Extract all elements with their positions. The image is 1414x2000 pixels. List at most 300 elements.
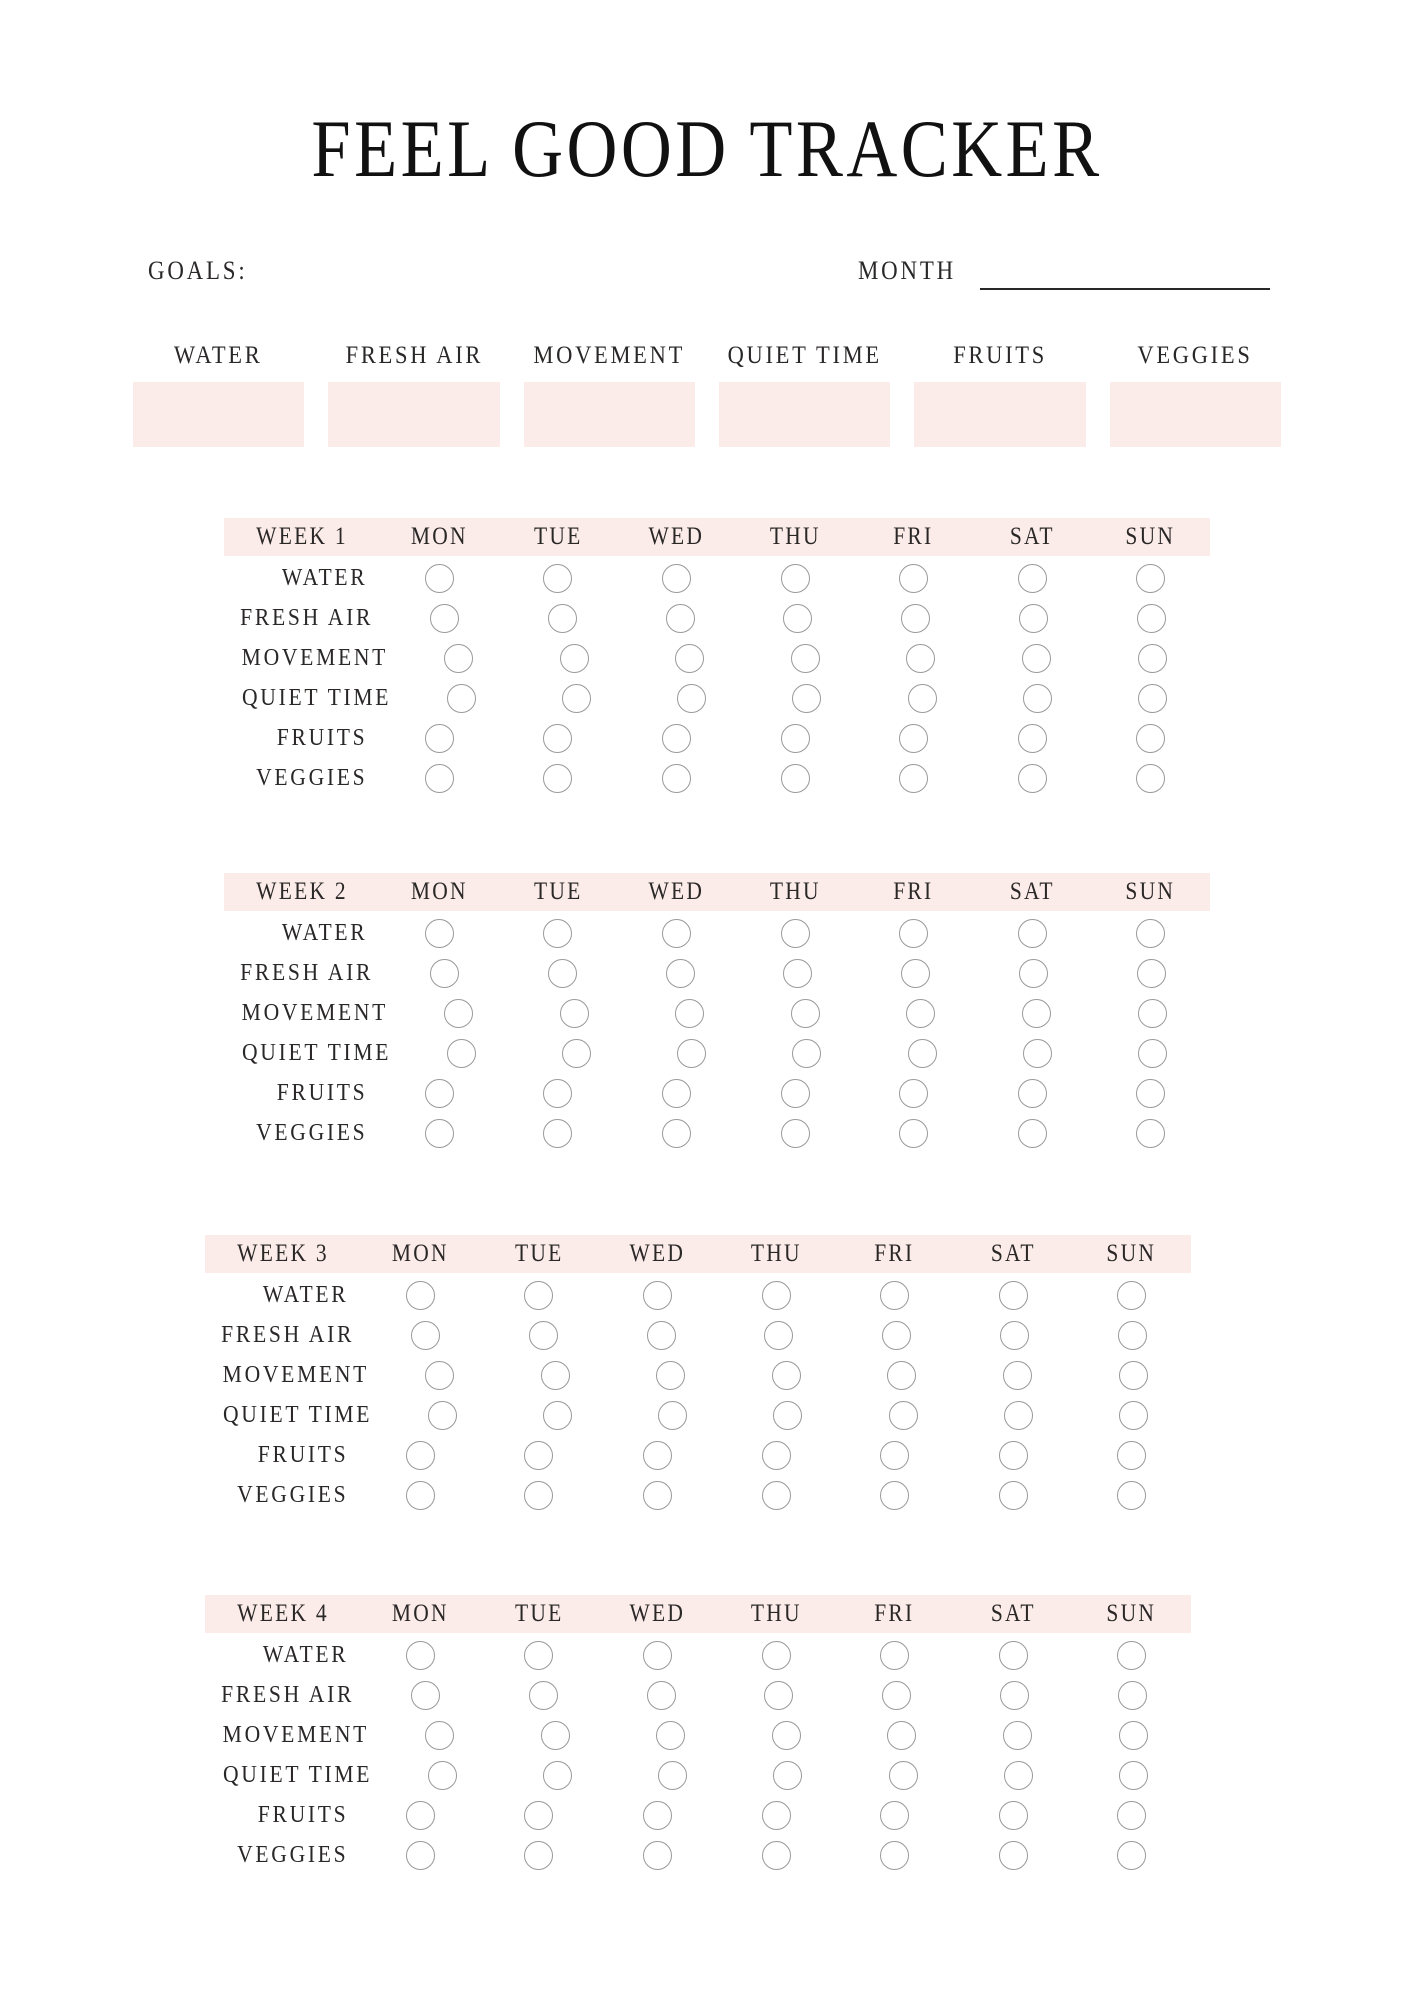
checkbox-circle-icon[interactable] — [880, 1641, 909, 1670]
checkbox-circle-icon[interactable] — [773, 1761, 802, 1790]
habit-cell[interactable] — [499, 764, 618, 793]
habit-cell[interactable] — [617, 764, 736, 793]
checkbox-circle-icon[interactable] — [882, 1681, 911, 1710]
habit-cell[interactable] — [480, 1841, 599, 1870]
checkbox-circle-icon[interactable] — [1022, 999, 1051, 1028]
checkbox-circle-icon[interactable] — [882, 1321, 911, 1350]
habit-cell[interactable] — [401, 999, 517, 1028]
checkbox-circle-icon[interactable] — [899, 919, 928, 948]
habit-cell[interactable] — [1094, 999, 1210, 1028]
habit-cell[interactable] — [838, 1321, 956, 1350]
checkbox-circle-icon[interactable] — [762, 1481, 791, 1510]
checkbox-circle-icon[interactable] — [666, 604, 695, 633]
habit-cell[interactable] — [367, 1681, 485, 1710]
checkbox-circle-icon[interactable] — [560, 999, 589, 1028]
habit-cell[interactable] — [838, 1681, 956, 1710]
checkbox-circle-icon[interactable] — [1136, 764, 1165, 793]
habit-cell[interactable] — [854, 1079, 973, 1108]
habit-cell[interactable] — [621, 604, 739, 633]
habit-cell[interactable] — [1076, 1761, 1191, 1790]
habit-cell[interactable] — [736, 919, 855, 948]
habit-cell[interactable] — [598, 1641, 717, 1670]
habit-cell[interactable] — [748, 999, 864, 1028]
checkbox-circle-icon[interactable] — [901, 959, 930, 988]
checkbox-circle-icon[interactable] — [880, 1481, 909, 1510]
habit-cell[interactable] — [736, 1079, 855, 1108]
checkbox-circle-icon[interactable] — [1023, 684, 1052, 713]
checkbox-circle-icon[interactable] — [430, 604, 459, 633]
habit-cell[interactable] — [979, 644, 1095, 673]
habit-cell[interactable] — [854, 764, 973, 793]
checkbox-circle-icon[interactable] — [425, 1079, 454, 1108]
checkbox-circle-icon[interactable] — [783, 959, 812, 988]
habit-cell[interactable] — [480, 1641, 599, 1670]
habit-cell[interactable] — [1094, 644, 1210, 673]
habit-cell[interactable] — [854, 1119, 973, 1148]
habit-cell[interactable] — [835, 1641, 954, 1670]
checkbox-circle-icon[interactable] — [1000, 1321, 1029, 1350]
habit-cell[interactable] — [1091, 564, 1210, 593]
habit-cell[interactable] — [519, 684, 634, 713]
checkbox-circle-icon[interactable] — [1136, 724, 1165, 753]
habit-cell[interactable] — [499, 1119, 618, 1148]
habit-cell[interactable] — [748, 644, 864, 673]
habit-cell[interactable] — [380, 564, 499, 593]
checkbox-circle-icon[interactable] — [1018, 1079, 1047, 1108]
habit-cell[interactable] — [1072, 1441, 1191, 1470]
checkbox-circle-icon[interactable] — [1018, 1119, 1047, 1148]
habit-cell[interactable] — [717, 1641, 836, 1670]
habit-cell[interactable] — [864, 1039, 979, 1068]
habit-cell[interactable] — [954, 1841, 1073, 1870]
habit-cell[interactable] — [974, 604, 1092, 633]
habit-cell[interactable] — [739, 959, 857, 988]
habit-cell[interactable] — [385, 1401, 500, 1430]
habit-cell[interactable] — [602, 1321, 720, 1350]
habit-cell[interactable] — [385, 1761, 500, 1790]
habit-cell[interactable] — [1091, 764, 1210, 793]
checkbox-circle-icon[interactable] — [543, 1401, 572, 1430]
checkbox-circle-icon[interactable] — [1117, 1481, 1146, 1510]
checkbox-circle-icon[interactable] — [781, 724, 810, 753]
habit-cell[interactable] — [980, 1039, 1095, 1068]
habit-cell[interactable] — [1072, 1841, 1191, 1870]
checkbox-circle-icon[interactable] — [658, 1401, 687, 1430]
checkbox-circle-icon[interactable] — [1138, 684, 1167, 713]
checkbox-circle-icon[interactable] — [662, 764, 691, 793]
checkbox-circle-icon[interactable] — [1136, 1079, 1165, 1108]
habit-cell[interactable] — [1091, 1119, 1210, 1148]
checkbox-circle-icon[interactable] — [901, 604, 930, 633]
habit-cell[interactable] — [736, 1119, 855, 1148]
goal-entry-box[interactable] — [133, 382, 304, 447]
checkbox-circle-icon[interactable] — [677, 684, 706, 713]
habit-cell[interactable] — [749, 1039, 864, 1068]
checkbox-circle-icon[interactable] — [524, 1641, 553, 1670]
habit-cell[interactable] — [844, 1361, 960, 1390]
checkbox-circle-icon[interactable] — [643, 1441, 672, 1470]
checkbox-circle-icon[interactable] — [906, 644, 935, 673]
goal-entry-box[interactable] — [719, 382, 890, 447]
checkbox-circle-icon[interactable] — [444, 999, 473, 1028]
habit-cell[interactable] — [717, 1281, 836, 1310]
checkbox-circle-icon[interactable] — [666, 959, 695, 988]
checkbox-circle-icon[interactable] — [543, 1079, 572, 1108]
habit-cell[interactable] — [617, 919, 736, 948]
habit-cell[interactable] — [960, 1721, 1076, 1750]
checkbox-circle-icon[interactable] — [1117, 1841, 1146, 1870]
habit-cell[interactable] — [1091, 724, 1210, 753]
checkbox-circle-icon[interactable] — [792, 684, 821, 713]
checkbox-circle-icon[interactable] — [999, 1281, 1028, 1310]
habit-cell[interactable] — [1073, 1321, 1191, 1350]
habit-cell[interactable] — [954, 1641, 1073, 1670]
habit-cell[interactable] — [845, 1761, 960, 1790]
checkbox-circle-icon[interactable] — [1137, 959, 1166, 988]
habit-cell[interactable] — [382, 1721, 498, 1750]
habit-cell[interactable] — [864, 684, 979, 713]
habit-cell[interactable] — [736, 724, 855, 753]
checkbox-circle-icon[interactable] — [447, 1039, 476, 1068]
checkbox-circle-icon[interactable] — [1137, 604, 1166, 633]
checkbox-circle-icon[interactable] — [1138, 999, 1167, 1028]
checkbox-circle-icon[interactable] — [524, 1801, 553, 1830]
checkbox-circle-icon[interactable] — [643, 1801, 672, 1830]
checkbox-circle-icon[interactable] — [1119, 1721, 1148, 1750]
checkbox-circle-icon[interactable] — [548, 959, 577, 988]
checkbox-circle-icon[interactable] — [529, 1681, 558, 1710]
checkbox-circle-icon[interactable] — [425, 1361, 454, 1390]
checkbox-circle-icon[interactable] — [675, 644, 704, 673]
habit-cell[interactable] — [717, 1801, 836, 1830]
checkbox-circle-icon[interactable] — [643, 1481, 672, 1510]
habit-cell[interactable] — [503, 604, 621, 633]
checkbox-circle-icon[interactable] — [425, 1721, 454, 1750]
checkbox-circle-icon[interactable] — [1136, 1119, 1165, 1148]
habit-cell[interactable] — [598, 1801, 717, 1830]
checkbox-circle-icon[interactable] — [1000, 1681, 1029, 1710]
checkbox-circle-icon[interactable] — [781, 564, 810, 593]
habit-cell[interactable] — [617, 1079, 736, 1108]
habit-cell[interactable] — [954, 1281, 1073, 1310]
habit-cell[interactable] — [1072, 1481, 1191, 1510]
checkbox-circle-icon[interactable] — [541, 1361, 570, 1390]
checkbox-circle-icon[interactable] — [662, 1119, 691, 1148]
checkbox-circle-icon[interactable] — [541, 1721, 570, 1750]
habit-cell[interactable] — [484, 1321, 602, 1350]
habit-cell[interactable] — [854, 919, 973, 948]
habit-cell[interactable] — [1091, 919, 1210, 948]
checkbox-circle-icon[interactable] — [543, 1761, 572, 1790]
habit-cell[interactable] — [720, 1681, 838, 1710]
habit-cell[interactable] — [632, 644, 748, 673]
checkbox-circle-icon[interactable] — [1022, 644, 1051, 673]
habit-cell[interactable] — [361, 1281, 480, 1310]
habit-cell[interactable] — [499, 919, 618, 948]
habit-cell[interactable] — [961, 1401, 1076, 1430]
habit-cell[interactable] — [499, 1079, 618, 1108]
checkbox-circle-icon[interactable] — [781, 1079, 810, 1108]
checkbox-circle-icon[interactable] — [783, 604, 812, 633]
habit-cell[interactable] — [854, 564, 973, 593]
checkbox-circle-icon[interactable] — [791, 644, 820, 673]
goal-entry-box[interactable] — [524, 382, 695, 447]
checkbox-circle-icon[interactable] — [908, 684, 937, 713]
checkbox-circle-icon[interactable] — [447, 684, 476, 713]
checkbox-circle-icon[interactable] — [406, 1481, 435, 1510]
checkbox-circle-icon[interactable] — [762, 1641, 791, 1670]
habit-cell[interactable] — [973, 919, 1092, 948]
checkbox-circle-icon[interactable] — [425, 919, 454, 948]
checkbox-circle-icon[interactable] — [1117, 1801, 1146, 1830]
habit-cell[interactable] — [863, 644, 979, 673]
checkbox-circle-icon[interactable] — [543, 724, 572, 753]
habit-cell[interactable] — [632, 999, 748, 1028]
checkbox-circle-icon[interactable] — [1018, 764, 1047, 793]
habit-cell[interactable] — [386, 959, 504, 988]
habit-cell[interactable] — [621, 959, 739, 988]
checkbox-circle-icon[interactable] — [762, 1281, 791, 1310]
checkbox-circle-icon[interactable] — [662, 919, 691, 948]
habit-cell[interactable] — [484, 1681, 602, 1710]
habit-cell[interactable] — [380, 764, 499, 793]
habit-cell[interactable] — [499, 724, 618, 753]
habit-cell[interactable] — [835, 1481, 954, 1510]
checkbox-circle-icon[interactable] — [1117, 1641, 1146, 1670]
checkbox-circle-icon[interactable] — [1118, 1681, 1147, 1710]
habit-cell[interactable] — [1095, 684, 1210, 713]
goal-entry-box[interactable] — [328, 382, 499, 447]
checkbox-circle-icon[interactable] — [999, 1801, 1028, 1830]
checkbox-circle-icon[interactable] — [543, 564, 572, 593]
checkbox-circle-icon[interactable] — [647, 1321, 676, 1350]
checkbox-circle-icon[interactable] — [425, 564, 454, 593]
checkbox-circle-icon[interactable] — [562, 684, 591, 713]
habit-cell[interactable] — [617, 1119, 736, 1148]
habit-cell[interactable] — [1076, 1401, 1191, 1430]
habit-cell[interactable] — [717, 1481, 836, 1510]
checkbox-circle-icon[interactable] — [643, 1641, 672, 1670]
habit-cell[interactable] — [854, 724, 973, 753]
habit-cell[interactable] — [382, 1361, 498, 1390]
checkbox-circle-icon[interactable] — [762, 1441, 791, 1470]
checkbox-circle-icon[interactable] — [772, 1361, 801, 1390]
habit-cell[interactable] — [960, 1361, 1076, 1390]
habit-cell[interactable] — [516, 644, 632, 673]
habit-cell[interactable] — [979, 999, 1095, 1028]
checkbox-circle-icon[interactable] — [562, 1039, 591, 1068]
checkbox-circle-icon[interactable] — [999, 1481, 1028, 1510]
checkbox-circle-icon[interactable] — [764, 1321, 793, 1350]
checkbox-circle-icon[interactable] — [889, 1401, 918, 1430]
checkbox-circle-icon[interactable] — [906, 999, 935, 1028]
habit-cell[interactable] — [634, 1039, 749, 1068]
habit-cell[interactable] — [955, 1681, 1073, 1710]
habit-cell[interactable] — [401, 644, 517, 673]
checkbox-circle-icon[interactable] — [781, 764, 810, 793]
habit-cell[interactable] — [500, 1761, 615, 1790]
habit-cell[interactable] — [736, 564, 855, 593]
habit-cell[interactable] — [516, 999, 632, 1028]
habit-cell[interactable] — [361, 1841, 480, 1870]
checkbox-circle-icon[interactable] — [781, 1119, 810, 1148]
checkbox-circle-icon[interactable] — [643, 1841, 672, 1870]
checkbox-circle-icon[interactable] — [791, 999, 820, 1028]
habit-cell[interactable] — [500, 1401, 615, 1430]
checkbox-circle-icon[interactable] — [444, 644, 473, 673]
habit-cell[interactable] — [1072, 1801, 1191, 1830]
habit-cell[interactable] — [857, 959, 975, 988]
checkbox-circle-icon[interactable] — [406, 1641, 435, 1670]
checkbox-circle-icon[interactable] — [999, 1841, 1028, 1870]
habit-cell[interactable] — [404, 1039, 519, 1068]
habit-cell[interactable] — [480, 1801, 599, 1830]
checkbox-circle-icon[interactable] — [762, 1801, 791, 1830]
habit-cell[interactable] — [736, 764, 855, 793]
checkbox-circle-icon[interactable] — [411, 1321, 440, 1350]
habit-cell[interactable] — [863, 999, 979, 1028]
habit-cell[interactable] — [634, 684, 749, 713]
checkbox-circle-icon[interactable] — [656, 1721, 685, 1750]
habit-cell[interactable] — [749, 684, 864, 713]
habit-cell[interactable] — [598, 1841, 717, 1870]
checkbox-circle-icon[interactable] — [1018, 564, 1047, 593]
checkbox-circle-icon[interactable] — [792, 1039, 821, 1068]
checkbox-circle-icon[interactable] — [999, 1641, 1028, 1670]
checkbox-circle-icon[interactable] — [406, 1801, 435, 1830]
habit-cell[interactable] — [380, 1079, 499, 1108]
habit-cell[interactable] — [613, 1721, 729, 1750]
habit-cell[interactable] — [730, 1761, 845, 1790]
habit-cell[interactable] — [404, 684, 519, 713]
month-input-line[interactable] — [980, 288, 1270, 290]
checkbox-circle-icon[interactable] — [656, 1361, 685, 1390]
checkbox-circle-icon[interactable] — [647, 1681, 676, 1710]
checkbox-circle-icon[interactable] — [1004, 1401, 1033, 1430]
habit-cell[interactable] — [499, 564, 618, 593]
habit-cell[interactable] — [497, 1721, 613, 1750]
checkbox-circle-icon[interactable] — [662, 724, 691, 753]
habit-cell[interactable] — [1091, 1079, 1210, 1108]
habit-cell[interactable] — [717, 1841, 836, 1870]
habit-cell[interactable] — [961, 1761, 1076, 1790]
habit-cell[interactable] — [386, 604, 504, 633]
checkbox-circle-icon[interactable] — [543, 1119, 572, 1148]
checkbox-circle-icon[interactable] — [524, 1441, 553, 1470]
checkbox-circle-icon[interactable] — [887, 1721, 916, 1750]
habit-cell[interactable] — [1075, 1721, 1191, 1750]
checkbox-circle-icon[interactable] — [1003, 1361, 1032, 1390]
checkbox-circle-icon[interactable] — [1119, 1761, 1148, 1790]
habit-cell[interactable] — [367, 1321, 485, 1350]
habit-cell[interactable] — [835, 1801, 954, 1830]
checkbox-circle-icon[interactable] — [1019, 604, 1048, 633]
checkbox-circle-icon[interactable] — [428, 1401, 457, 1430]
habit-cell[interactable] — [720, 1321, 838, 1350]
habit-cell[interactable] — [602, 1681, 720, 1710]
habit-cell[interactable] — [480, 1481, 599, 1510]
checkbox-circle-icon[interactable] — [524, 1481, 553, 1510]
checkbox-circle-icon[interactable] — [1019, 959, 1048, 988]
habit-cell[interactable] — [973, 1079, 1092, 1108]
checkbox-circle-icon[interactable] — [1004, 1761, 1033, 1790]
habit-cell[interactable] — [598, 1481, 717, 1510]
checkbox-circle-icon[interactable] — [1138, 1039, 1167, 1068]
checkbox-circle-icon[interactable] — [899, 724, 928, 753]
habit-cell[interactable] — [519, 1039, 634, 1068]
checkbox-circle-icon[interactable] — [1023, 1039, 1052, 1068]
checkbox-circle-icon[interactable] — [425, 1119, 454, 1148]
checkbox-circle-icon[interactable] — [425, 724, 454, 753]
habit-cell[interactable] — [598, 1441, 717, 1470]
checkbox-circle-icon[interactable] — [1117, 1441, 1146, 1470]
habit-cell[interactable] — [973, 564, 1092, 593]
habit-cell[interactable] — [730, 1401, 845, 1430]
habit-cell[interactable] — [739, 604, 857, 633]
habit-cell[interactable] — [361, 1481, 480, 1510]
checkbox-circle-icon[interactable] — [1018, 724, 1047, 753]
habit-cell[interactable] — [974, 959, 1092, 988]
checkbox-circle-icon[interactable] — [406, 1281, 435, 1310]
checkbox-circle-icon[interactable] — [899, 764, 928, 793]
goal-entry-box[interactable] — [914, 382, 1085, 447]
habit-cell[interactable] — [973, 724, 1092, 753]
checkbox-circle-icon[interactable] — [658, 1761, 687, 1790]
checkbox-circle-icon[interactable] — [524, 1281, 553, 1310]
habit-cell[interactable] — [380, 1119, 499, 1148]
habit-cell[interactable] — [615, 1401, 730, 1430]
checkbox-circle-icon[interactable] — [677, 1039, 706, 1068]
habit-cell[interactable] — [954, 1441, 1073, 1470]
checkbox-circle-icon[interactable] — [772, 1721, 801, 1750]
habit-cell[interactable] — [1075, 1361, 1191, 1390]
habit-cell[interactable] — [480, 1281, 599, 1310]
checkbox-circle-icon[interactable] — [889, 1761, 918, 1790]
checkbox-circle-icon[interactable] — [543, 919, 572, 948]
checkbox-circle-icon[interactable] — [662, 564, 691, 593]
habit-cell[interactable] — [503, 959, 621, 988]
habit-cell[interactable] — [954, 1801, 1073, 1830]
habit-cell[interactable] — [955, 1321, 1073, 1350]
checkbox-circle-icon[interactable] — [908, 1039, 937, 1068]
checkbox-circle-icon[interactable] — [999, 1441, 1028, 1470]
checkbox-circle-icon[interactable] — [524, 1841, 553, 1870]
checkbox-circle-icon[interactable] — [887, 1361, 916, 1390]
checkbox-circle-icon[interactable] — [880, 1801, 909, 1830]
checkbox-circle-icon[interactable] — [425, 764, 454, 793]
checkbox-circle-icon[interactable] — [675, 999, 704, 1028]
habit-cell[interactable] — [497, 1361, 613, 1390]
checkbox-circle-icon[interactable] — [1119, 1361, 1148, 1390]
checkbox-circle-icon[interactable] — [762, 1841, 791, 1870]
checkbox-circle-icon[interactable] — [764, 1681, 793, 1710]
habit-cell[interactable] — [613, 1361, 729, 1390]
habit-cell[interactable] — [361, 1641, 480, 1670]
checkbox-circle-icon[interactable] — [899, 1119, 928, 1148]
checkbox-circle-icon[interactable] — [529, 1321, 558, 1350]
habit-cell[interactable] — [717, 1441, 836, 1470]
habit-cell[interactable] — [380, 919, 499, 948]
habit-cell[interactable] — [617, 724, 736, 753]
checkbox-circle-icon[interactable] — [1138, 644, 1167, 673]
checkbox-circle-icon[interactable] — [560, 644, 589, 673]
checkbox-circle-icon[interactable] — [1117, 1281, 1146, 1310]
habit-cell[interactable] — [1073, 1681, 1191, 1710]
checkbox-circle-icon[interactable] — [880, 1441, 909, 1470]
habit-cell[interactable] — [857, 604, 975, 633]
checkbox-circle-icon[interactable] — [899, 564, 928, 593]
checkbox-circle-icon[interactable] — [430, 959, 459, 988]
